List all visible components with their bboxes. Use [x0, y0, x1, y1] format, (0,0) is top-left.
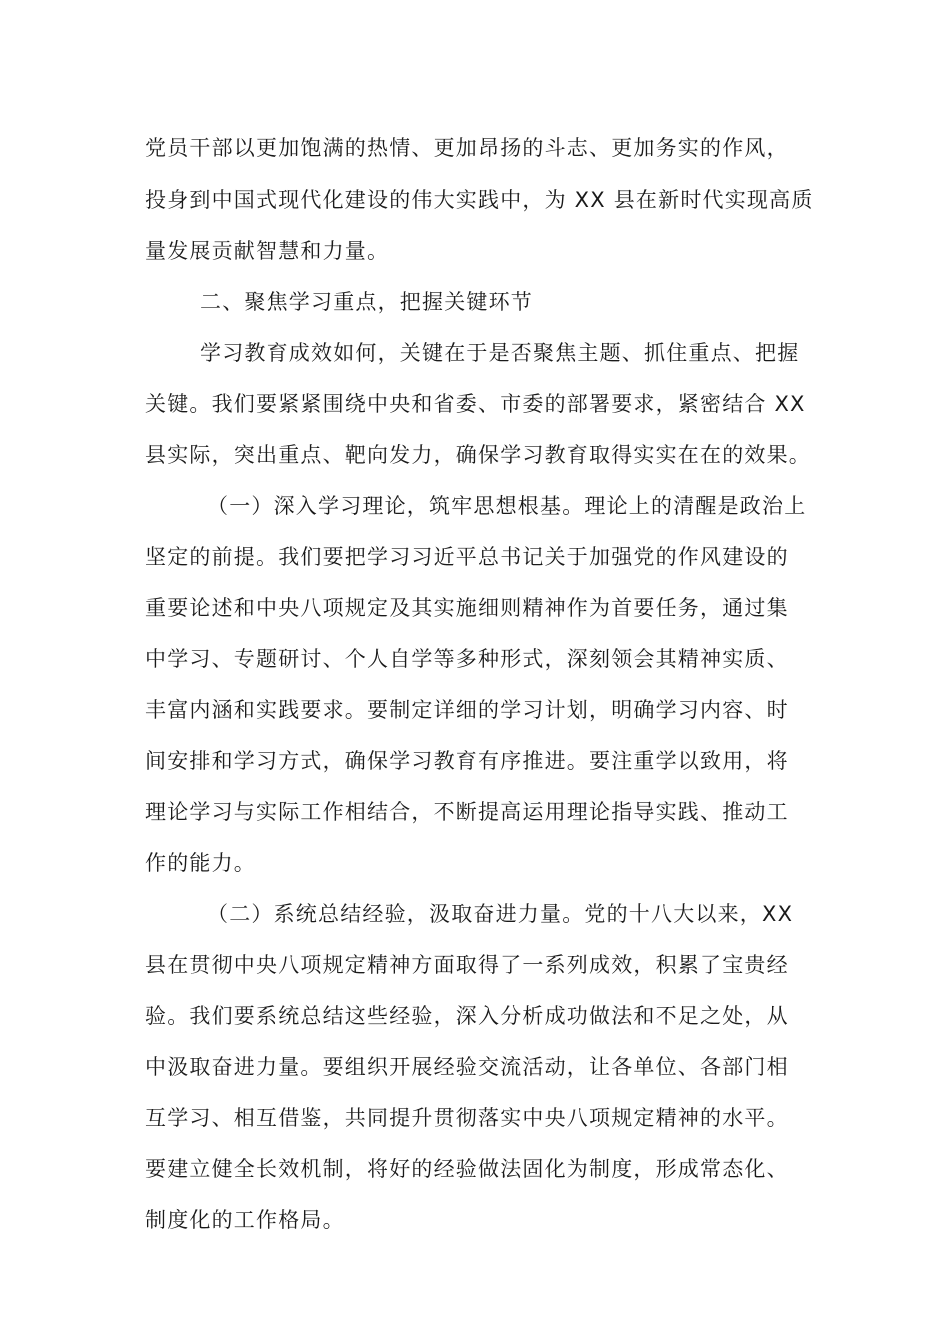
text-line: 作的能力。	[145, 851, 256, 875]
text-line: 学习教育成效如何，关键在于是否聚焦主题、抓住重点、把握	[200, 341, 800, 365]
text-line: 量发展贡献智慧和力量。	[145, 239, 390, 263]
text-line: 验。我们要系统总结这些经验，深入分析成功做法和不足之处，从	[145, 1004, 789, 1028]
text-line: 重要论述和中央八项规定及其实施细则精神作为首要任务，通过集	[145, 596, 789, 620]
text-line: 理论学习与实际工作相结合，不断提高运用理论指导实践、推动工	[145, 800, 789, 824]
text-line: 间安排和学习方式，确保学习教育有序推进。要注重学以致用，将	[145, 749, 789, 773]
text-line: 党员干部以更加饱满的热情、更加昂扬的斗志、更加务实的作风，	[145, 136, 789, 160]
text-line: 丰富内涵和实践要求。要制定详细的学习计划，明确学习内容、时	[145, 698, 789, 722]
text-line: 关键。我们要紧紧围绕中央和省委、市委的部署要求，紧密结合 XX	[145, 392, 806, 416]
text-line: 制度化的工作格局。	[145, 1208, 345, 1232]
subsection-line: （一）深入学习理论，筑牢思想根基。理论上的清醒是政治上	[207, 494, 807, 518]
text-line: 要建立健全长效机制，将好的经验做法固化为制度，形成常态化、	[145, 1157, 789, 1181]
text-line: 中汲取奋进力量。要组织开展经验交流活动，让各单位、各部门相	[145, 1055, 789, 1079]
text-line: 互学习、相互借鉴，共同提升贯彻落实中央八项规定精神的水平。	[145, 1106, 789, 1130]
text-line: 县在贯彻中央八项规定精神方面取得了一系列成效，积累了宝贵经	[145, 953, 789, 977]
section-heading: 二、聚焦学习重点，把握关键环节	[200, 290, 533, 314]
subsection-line: （二）系统总结经验，汲取奋进力量。党的十八大以来，XX	[207, 902, 794, 926]
text-line: 中学习、专题研讨、个人自学等多种形式，深刻领会其精神实质、	[145, 647, 789, 671]
text-line: 投身到中国式现代化建设的伟大实践中，为 XX 县在新时代实现高质	[145, 188, 814, 212]
text-line: 县实际，突出重点、靶向发力，确保学习教育取得实实在在的效果。	[145, 443, 811, 467]
text-line: 坚定的前提。我们要把学习习近平总书记关于加强党的作风建设的	[145, 545, 789, 569]
